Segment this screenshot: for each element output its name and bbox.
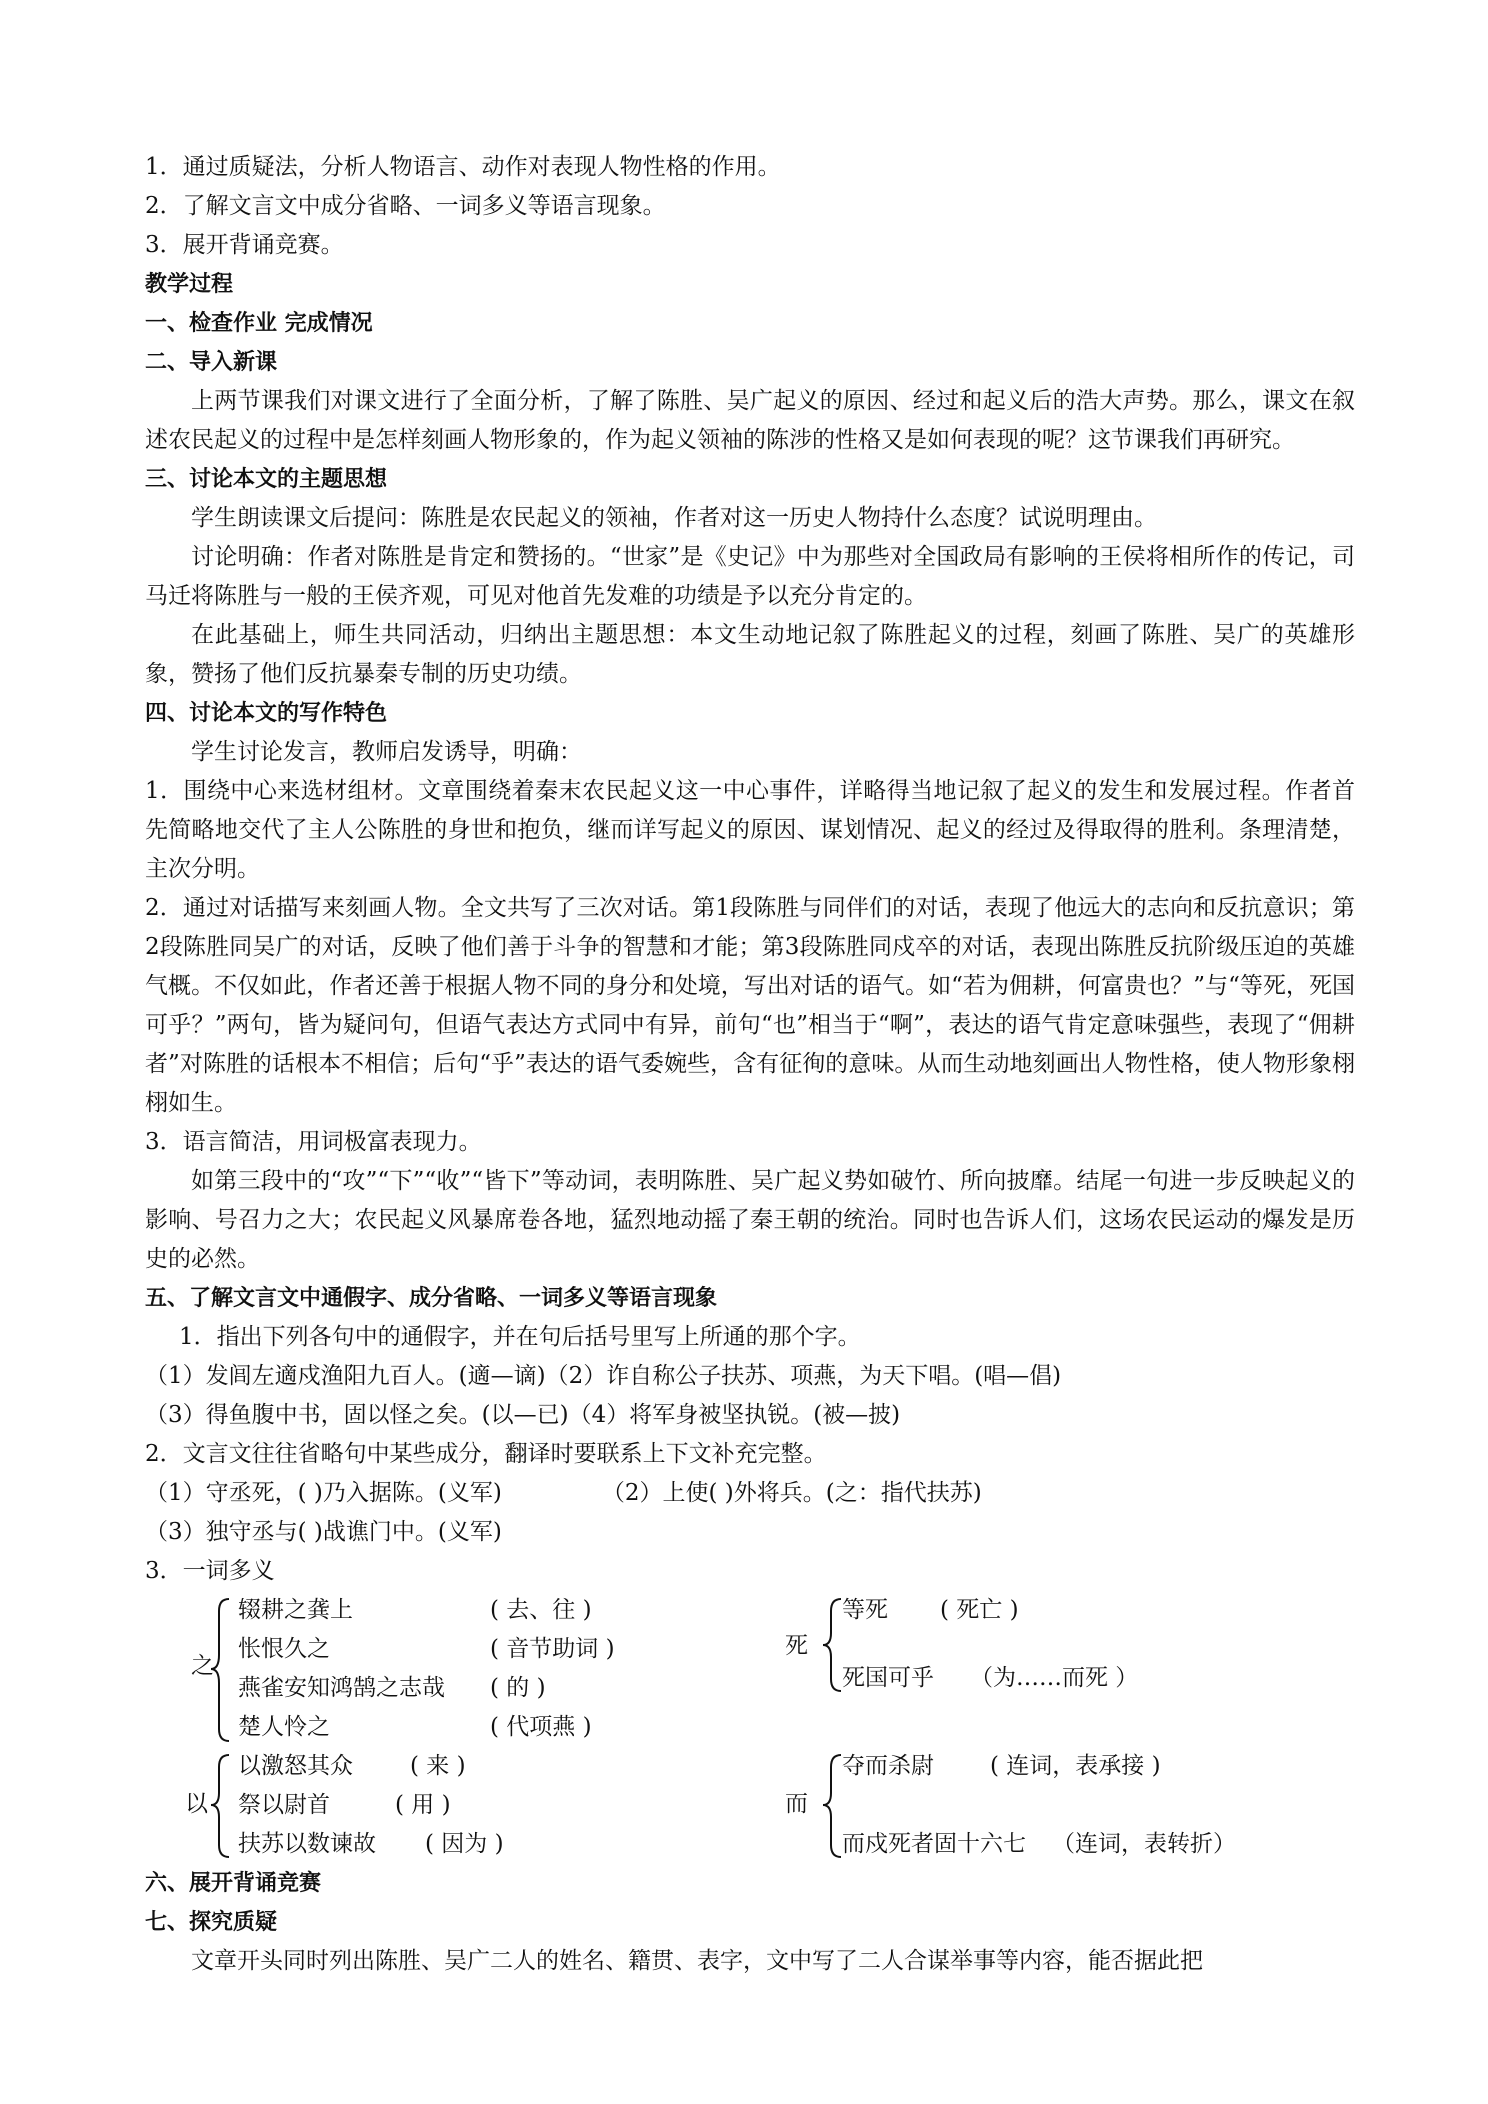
objective-2: 2．了解文言文中成分省略、一词多义等语言现象。: [145, 193, 666, 219]
yi-row-1-answer: ( 来 ): [410, 1753, 466, 1779]
er-row-1-answer: ( 连词，表承接 ): [990, 1753, 1161, 1779]
yi-row-2-text: 祭以尉首: [238, 1792, 330, 1818]
yi-row-1-text: 以激怒其众: [238, 1753, 353, 1779]
er-row-2-answer: （连词，表转折）: [1052, 1831, 1236, 1857]
section-4-point-2: 2．通过对话描写来刻画人物。全文共写了三次对话。第1段陈胜与同伴们的对话，表现了他远大的志向和反抗意识；第2段陈胜同吴广的对话，反映了他们善于斗争的智慧和才能；第3段陈胜同戍卒的对话，表现出陈胜反抗阶级压迫的英雄气概。不仅如此，作者还善于根据人物不同的身分和处境，写出对话的语气。如“若为佣耕，何富贵也？”与“等死，死国可乎？”两句，皆为疑问句，但语气表达方式同中有异，前句“也”相当于“啊”，表达的语气肯定意味强些，表现了“佣耕者”对陈胜的话根本不相信；后句“乎”表达的语气委婉些，含有征徇的意味。从而生动地刻画出人物性格，使人物形象栩栩如生。: [145, 895, 1355, 1116]
section-4-point-3-detail: 如第三段中的“攻”“下”“收”“皆下”等动词，表明陈胜、吴广起义势如破竹、所向披靡。结尾一句进一步反映起义的影响、号召力之大；农民起义风暴席卷各地，猛烈地动摇了秦王朝的统治。同时也告诉人们，这场农民运动的爆发是历史的必然。: [145, 1168, 1355, 1272]
er-row-2-text: 而戍死者固十六七: [842, 1831, 1026, 1857]
section-3-paragraph-3: 在此基础上，师生共同活动，归纳出主题思想：本文生动地记叙了陈胜起义的过程，刻画了陈胜、吴广的英雄形象，赞扬了他们反抗暴秦专制的历史功绩。: [145, 622, 1355, 687]
omission-question: 2．文言文往往省略句中某些成分，翻译时要联系上下文补充完整。: [145, 1441, 827, 1467]
tongjia-line-2: （3）得鱼腹中书，固以怪之矣。(以—已)（4）将军身被坚执锐。(被—披): [145, 1402, 901, 1428]
yi-row-2-answer: ( 用 ): [395, 1792, 451, 1818]
zhi-row-1-text: 辍耕之龚上: [238, 1597, 353, 1623]
process-heading: 教学过程: [145, 272, 234, 297]
section-4-heading: 四、讨论本文的写作特色: [145, 701, 388, 726]
si-row-2-answer: （为……而死 ）: [970, 1665, 1139, 1691]
section-3-paragraph-2: 讨论明确：作者对陈胜是肯定和赞扬的。“世家”是《史记》中为那些对全国政局有影响的王侯将相所作的传记，司马迁将陈胜与一般的王侯齐观，可见对他首先发难的功绩是予以充分肯定的。: [145, 544, 1355, 609]
si-row-1-answer: ( 死亡 ): [940, 1597, 1019, 1623]
section-2-paragraph: 上两节课我们对课文进行了全面分析，了解了陈胜、吴广起义的原因、经过和起义后的浩大声势。那么，课文在叙述农民起义的过程中是怎样刻画人物形象的，作为起义领袖的陈涉的性格又是如何表现的呢？这节课我们再研究。: [145, 388, 1355, 453]
zhi-row-2-text: 怅恨久之: [238, 1636, 330, 1662]
zhi-row-4-answer: ( 代项燕 ): [490, 1714, 592, 1740]
section-7-paragraph: 文章开头同时列出陈胜、吴广二人的姓名、籍贯、表字，文中写了二人合谋举事等内容，能否据此把: [191, 1948, 1203, 1974]
tongjia-question: 1．指出下列各句中的通假字，并在句后括号里写上所通的那个字。: [179, 1324, 861, 1350]
si-row-2-text: 死国可乎: [842, 1665, 934, 1691]
zhi-row-3-text: 燕雀安知鸿鹄之志哉: [238, 1675, 445, 1701]
tongjia-line-1: （1）发闾左適戍渔阳九百人。(適—谪)（2）诈自称公子扶苏、项燕，为天下唱。(唱—倡): [145, 1363, 1062, 1389]
er-char: 而: [785, 1791, 808, 1817]
section-5-heading: 五、了解文言文中通假字、成分省略、一词多义等语言现象: [145, 1286, 718, 1311]
section-2-heading: 二、导入新课: [145, 350, 278, 375]
er-row-1-text: 夺而杀尉: [842, 1753, 934, 1779]
si-row-1-text: 等死: [842, 1597, 888, 1623]
omission-line-1: [145, 1474, 1355, 1513]
section-6-heading: 六、展开背诵竞赛: [145, 1871, 322, 1896]
section-3-heading: 三、讨论本文的主题思想: [145, 467, 388, 492]
brace-yi-icon: [209, 1753, 233, 1859]
section-7-heading: 七、探究质疑: [145, 1910, 278, 1935]
document-page: [145, 148, 1355, 1981]
zhi-row-4-text: 楚人怜之: [238, 1714, 330, 1740]
section-4-intro: 学生讨论发言，教师启发诱导，明确：: [191, 739, 582, 765]
objective-3: 3．展开背诵竞赛。: [145, 232, 344, 258]
objective-1: 1．通过质疑法，分析人物语言、动作对表现人物性格的作用。: [145, 154, 781, 180]
polysemy-question: 3．一词多义: [145, 1558, 275, 1584]
zhi-row-3-answer: ( 的 ): [490, 1675, 546, 1701]
zhi-row-2-answer: ( 音节助词 ): [490, 1636, 615, 1662]
omission-item-1: （1）守丞死，( )乃入据陈。(义军): [145, 1480, 502, 1506]
section-4-point-1: 1．围绕中心来选材组材。文章围绕着秦末农民起义这一中心事件，详略得当地记叙了起义的发生和发展过程。作者首先简略地交代了主人公陈胜的身世和抱负，继而详写起义的原因、谋划情况、起义的经过及得取得的胜利。条理清楚，主次分明。: [145, 778, 1355, 882]
yi-row-3-answer: ( 因为 ): [425, 1831, 504, 1857]
zhi-row-1-answer: ( 去、往 ): [490, 1597, 592, 1623]
si-char: 死: [785, 1633, 808, 1659]
yi-row-3-text: 扶苏以数谏故: [238, 1831, 376, 1857]
polysemy-block-2: [145, 1747, 1355, 1864]
polysemy-block-1: [145, 1591, 1355, 1747]
section-4-point-3: 3．语言简洁，用词极富表现力。: [145, 1129, 482, 1155]
section-1-heading: 一、检查作业 完成情况: [145, 311, 373, 336]
omission-item-2: （2）上使( )外将兵。(之：指代扶苏): [601, 1480, 982, 1506]
yi-char: 以: [185, 1791, 208, 1817]
omission-line-2: （3）独守丞与( )战谯门中。(义军): [145, 1519, 502, 1545]
zhi-char: 之: [191, 1653, 214, 1679]
section-3-paragraph-1: 学生朗读课文后提问：陈胜是农民起义的领袖，作者对这一历史人物持什么态度？试说明理由。: [191, 505, 1157, 531]
